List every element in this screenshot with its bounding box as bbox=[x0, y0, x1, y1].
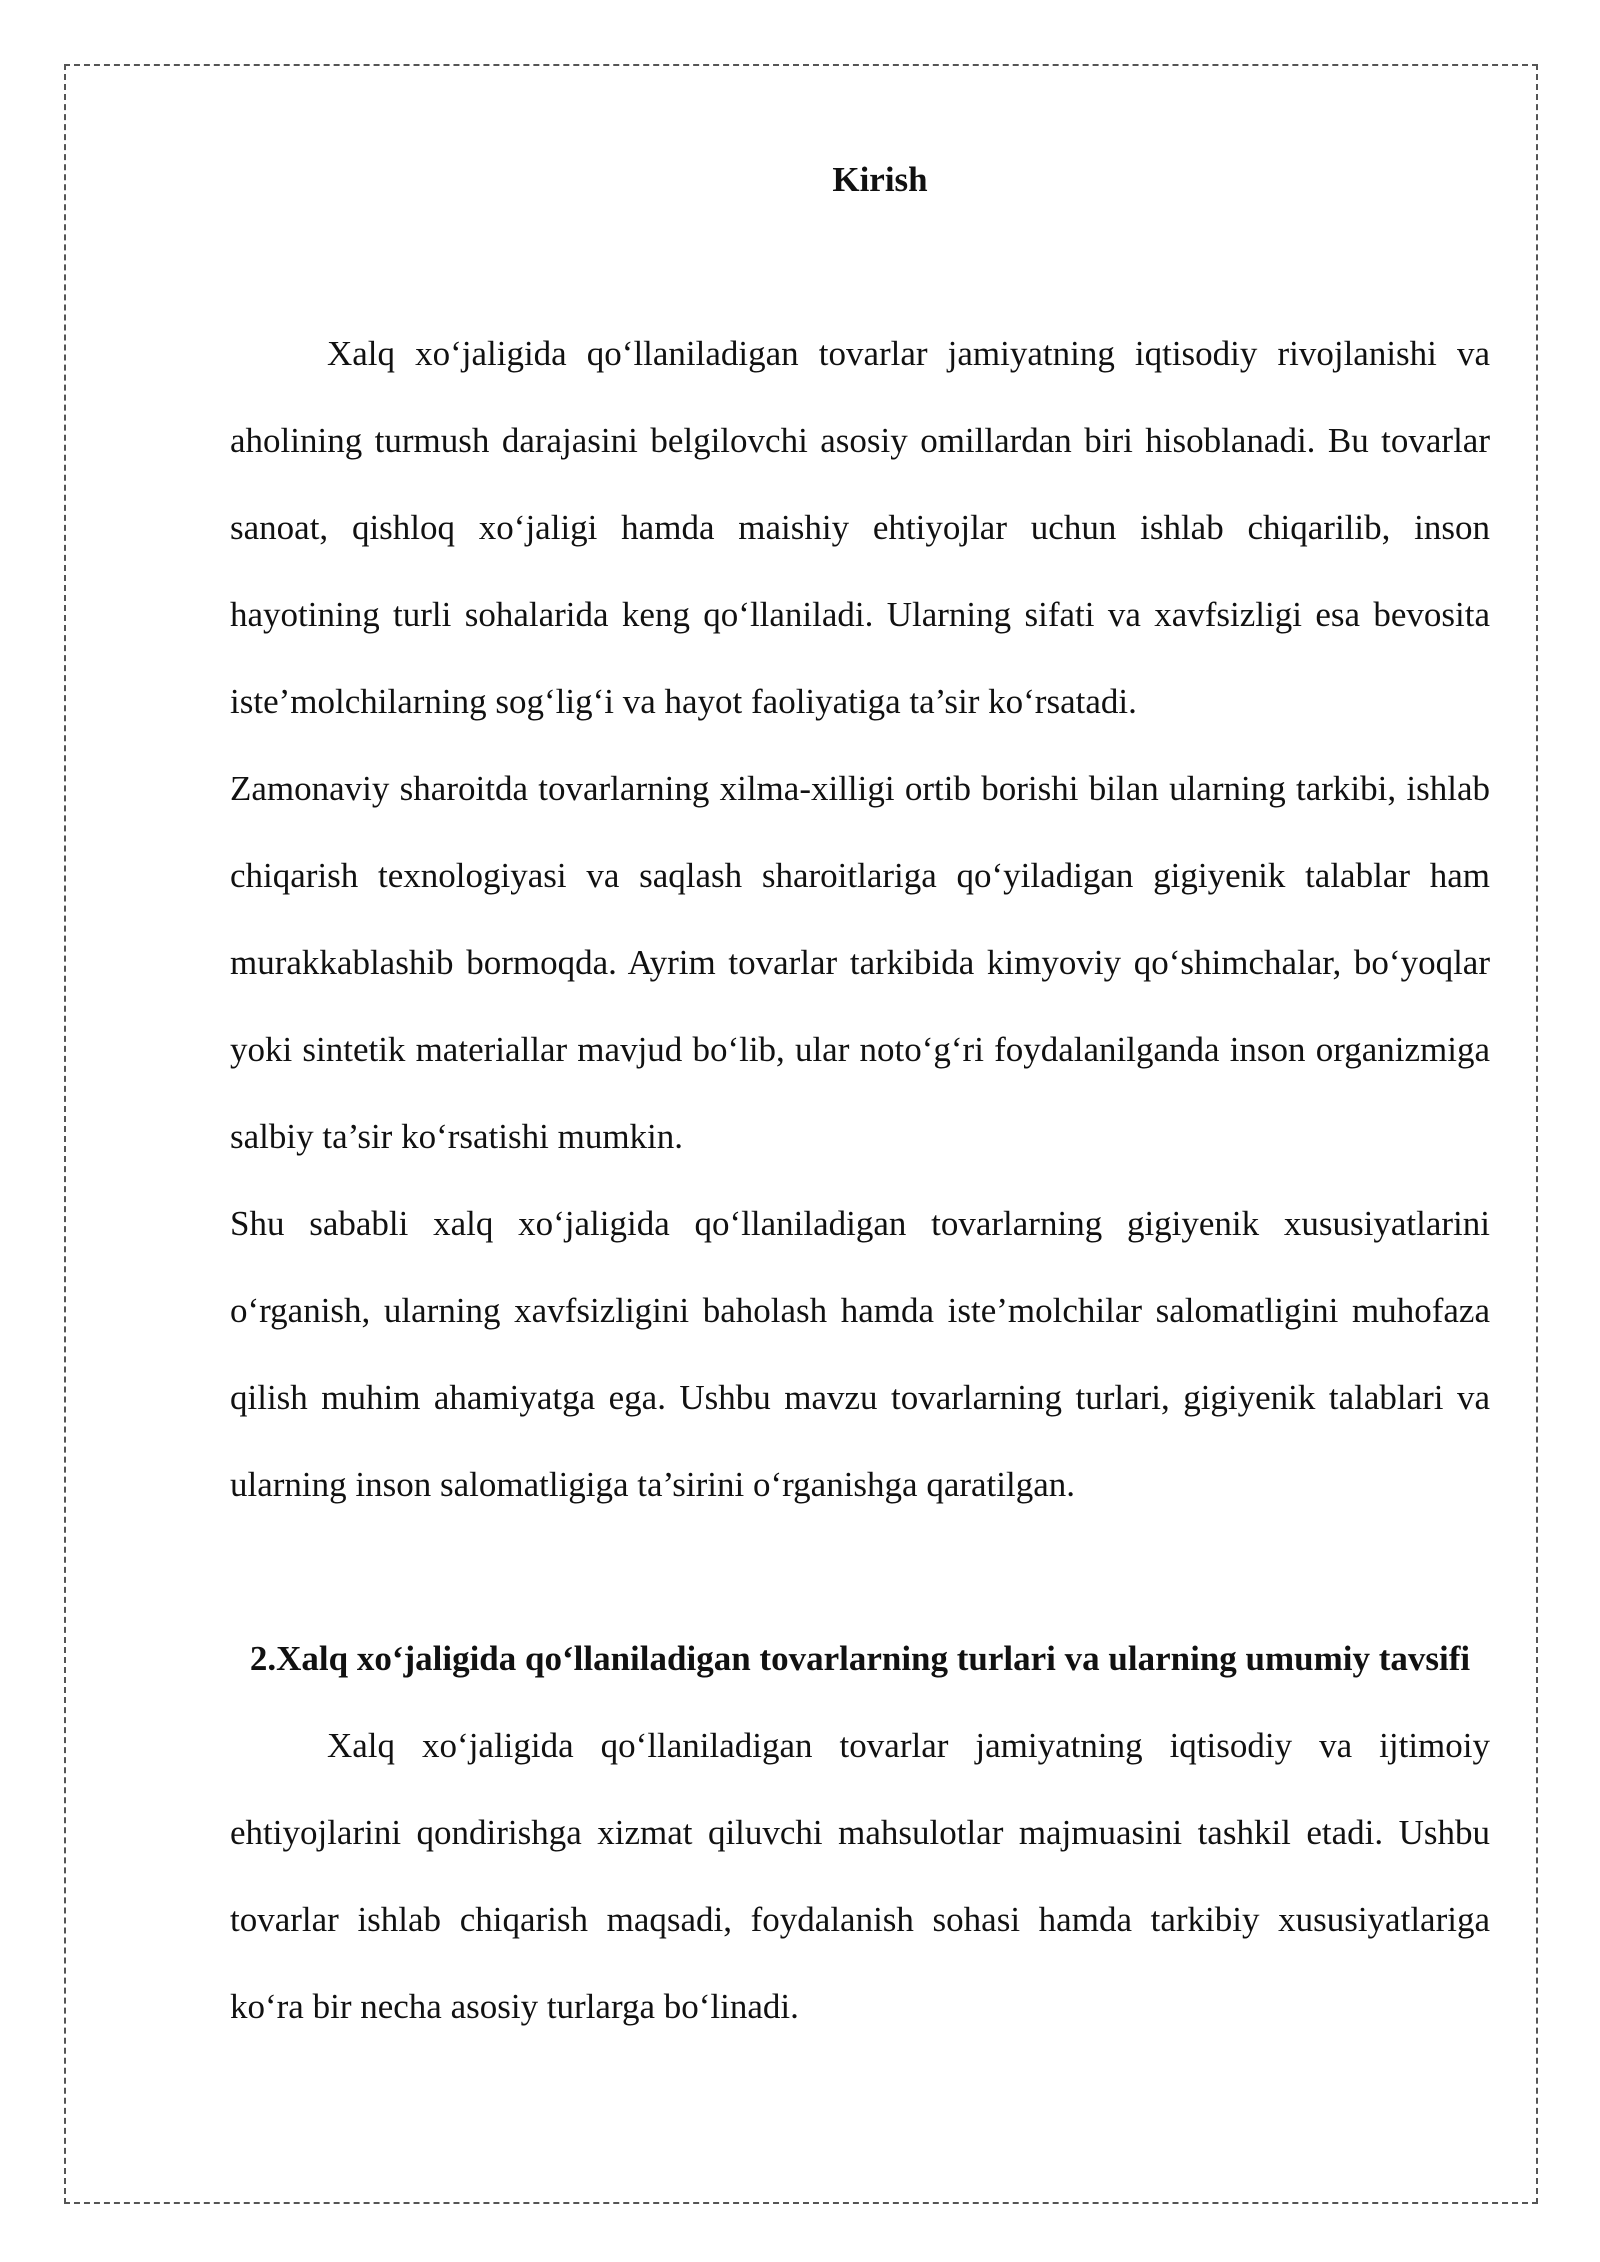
document-body bbox=[230, 136, 1490, 2050]
intro-paragraph-3: Shu sababli xalq xo‘jaligida qo‘llaniladigan tovarlarning gigiyenik xususiyatlarini o‘rganish, ularning xavfsizligini baholash hamda iste’molchilar salomatligini muhofaza qilish muhim ahamiyatga ega. Ushbu mavzu tovarlarning turlari, gigiyenik talablari va ularning inson salomatligiga ta’sirini o‘rganishga qaratilgan. bbox=[230, 1204, 1490, 1504]
section-paragraph: Xalq xo‘jaligida qo‘llaniladigan tovarlar jamiyatning iqtisodiy va ijtimoiy ehtiyojlarini qondirishga xizmat qiluvchi mahsulotlar majmuasini tashkil etadi. Ushbu tovarlar ishlab chiqarish maqsadi, foydalanish sohasi hamda tarkibiy xususiyatlariga ko‘ra bir necha asosiy turlarga bo‘linadi. bbox=[230, 1726, 1490, 2026]
intro-paragraph-1: Xalq xo‘jaligida qo‘llaniladigan tovarlar jamiyatning iqtisodiy rivojlanishi va aholining turmush darajasini belgilovchi asosiy omillardan biri hisoblanadi. Bu tovarlar sanoat, qishloq xo‘jaligi hamda maishiy ehtiyojlar uchun ishlab chiqarilib, inson hayotining turli sohalarida keng qo‘llaniladi. Ularning sifati va xavfsizligi esa bevosita iste’molchilarning sog‘lig‘i va hayot faoliyatiga ta’sir ko‘rsatadi. bbox=[230, 334, 1490, 721]
intro-paragraph-2: Zamonaviy sharoitda tovarlarning xilma-xilligi ortib borishi bilan ularning tarkibi, ishlab chiqarish texnologiyasi va saqlash sharoitlariga qo‘yiladigan gigiyenik talablar ham murakkablashib bormoqda. Ayrim tovarlar tarkibida kimyoviy qo‘shimchalar, bo‘yoqlar yoki sintetik materiallar mavjud bo‘lib, ular noto‘g‘ri foydalanilganda inson organizmiga salbiy ta’sir ko‘rsatishi mumkin. bbox=[230, 769, 1490, 1156]
page-title: Kirish bbox=[832, 160, 928, 199]
section-heading: 2.Xalq xo‘jaligida qo‘llaniladigan tovarlarning turlari va ularning umumiy tavsifi bbox=[249, 1639, 1471, 1678]
